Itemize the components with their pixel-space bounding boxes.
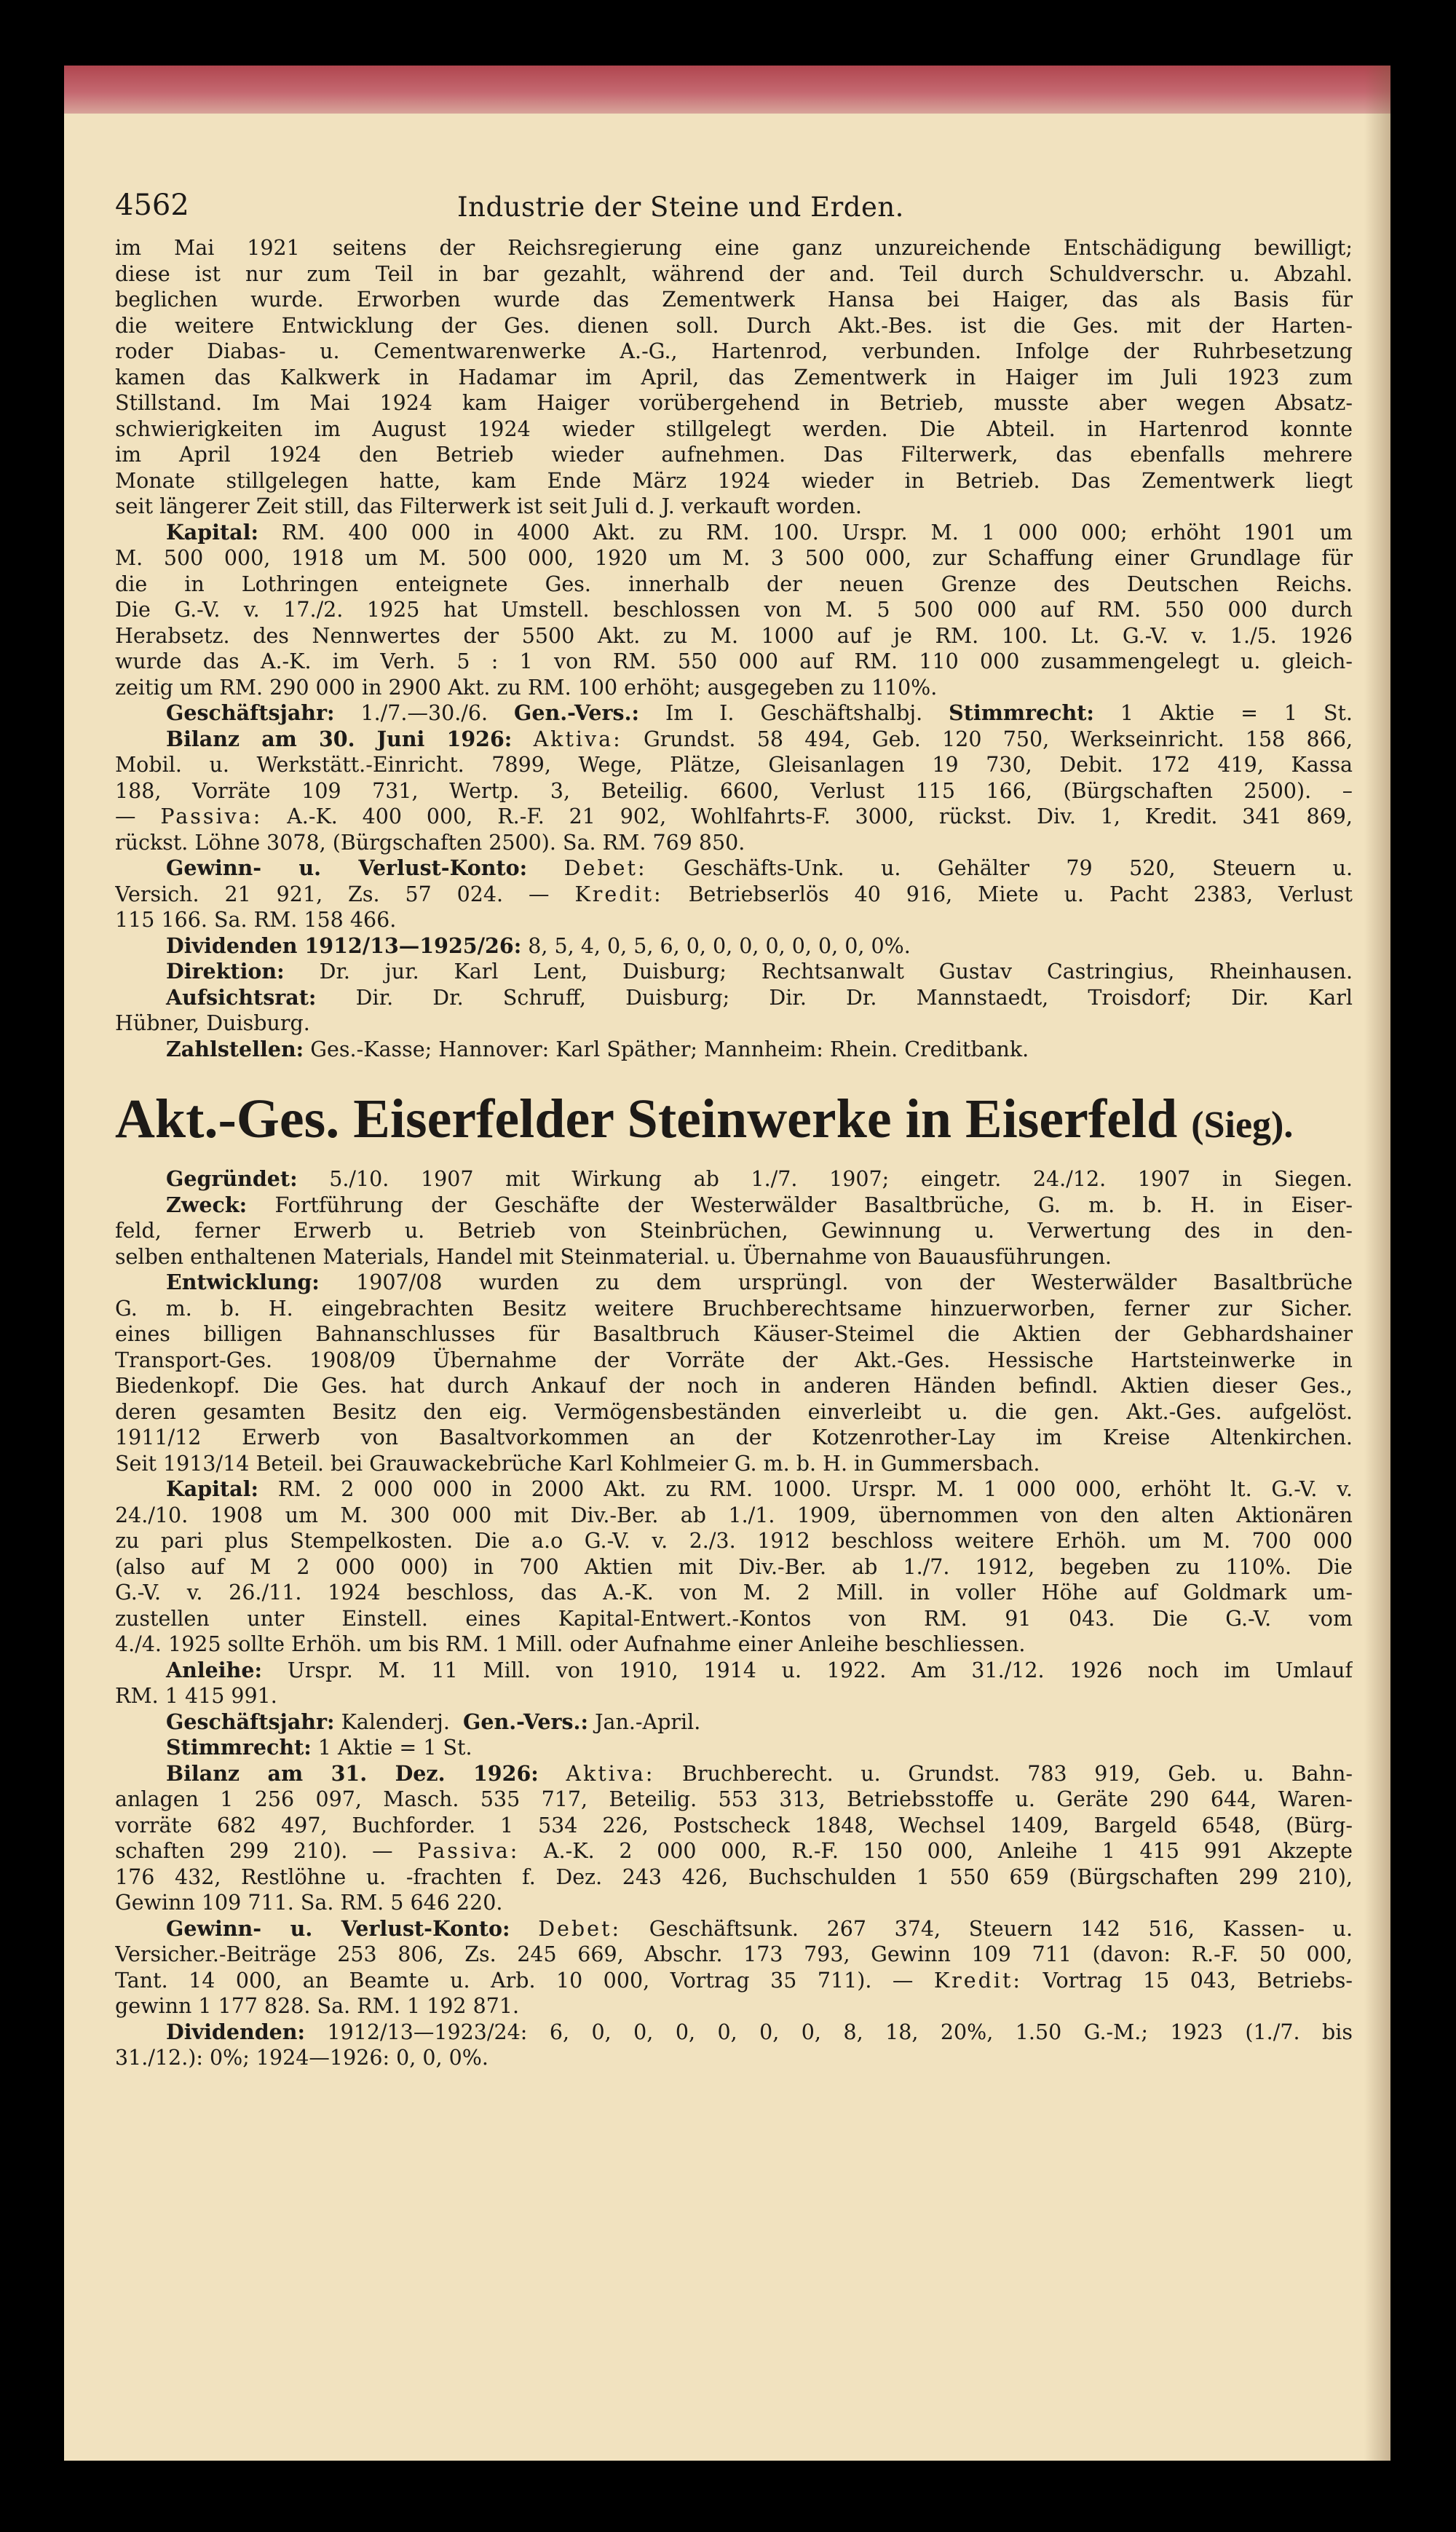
- text-line: kamen das Kalkwerk in Hadamar im April, das Zementwerk in Haiger im Juli 1923 zum: [115, 365, 1353, 389]
- text-segment: Geschäfts-Unk. u. Gehälter 79 520, Steuern u.: [684, 856, 1353, 880]
- text-segment: A.-K. 2 000 000, R.-F. 150 000, Anleihe 1 415 991 Akzepte: [544, 1839, 1353, 1863]
- bilanz-label: Bilanz am 31. Dez. 1926:: [166, 1760, 539, 1786]
- entwicklung-label: Entwicklung:: [166, 1270, 320, 1294]
- kredit-word: Kredit:: [933, 1968, 1023, 1993]
- debet-word: Debet:: [563, 856, 647, 880]
- text-segment: 1907/08 wurden zu dem ursprüngl. von der Westerwälder Basaltbrüche: [356, 1270, 1353, 1294]
- text-line: feld, ferner Erwerb u. Betrieb von Steinbrüchen, Gewinnung u. Verwertung des in den-: [115, 1219, 1353, 1243]
- text-segment: Dr. jur. Karl Lent, Duisburg; Rechtsanwalt Gustav Castringius, Rheinhausen.: [319, 960, 1353, 984]
- page-header: [115, 189, 1353, 229]
- text-line: vorräte 682 497, Buchforder. 1 534 226, Postscheck 1848, Wechsel 1409, Bargeld 6548, (Bürg-: [115, 1813, 1353, 1837]
- text-line: M. 500 000, 1918 um M. 500 000, 1920 um M. 3 500 000, zur Schaffung einer Grundlage für: [115, 546, 1353, 570]
- kredit-word: Kredit:: [574, 882, 663, 906]
- text-line: anlagen 1 256 097, Masch. 535 717, Beteilig. 553 313, Betriebsstoffe u. Geräte 290 644, Waren-: [115, 1787, 1353, 1811]
- passiva-word: Passiva:: [417, 1839, 520, 1863]
- text-line: Die G.-V. v. 17./2. 1925 hat Umstell. beschlossen von M. 5 500 000 auf RM. 550 000 durch: [115, 598, 1353, 622]
- text-line: eines billigen Bahnanschlusses für Basaltbruch Käuser-Steimel die Aktien der Gebhardshainer: [115, 1322, 1353, 1346]
- text-line: im April 1924 den Betrieb wieder aufnehmen. Das Filterwerk, das ebenfalls mehrere: [115, 443, 1353, 467]
- text-segment: Tant. 14 000, an Beamte u. Arb. 10 000, Vortrag 35 711). —: [115, 1968, 914, 1993]
- text-line: selben enthaltenen Materials, Handel mit Steinmaterial. u. Übernahme von Bauausführungen.: [115, 1244, 1112, 1269]
- debet-word: Debet:: [538, 1916, 622, 1941]
- section-continuation: [115, 235, 1353, 1062]
- text-line: G. m. b. H. eingebrachten Besitz weitere Bruchberechtsame hinzuerworben, ferner zur Sicher.: [115, 1296, 1353, 1321]
- text-segment: 8, 5, 4, 0, 5, 6, 0, 0, 0, 0, 0, 0, 0, 0%.: [528, 933, 911, 958]
- text-line: Stillstand. Im Mai 1924 kam Haiger vorübergehend in Betrieb, musste aber wegen Absatz-: [115, 391, 1353, 415]
- kapital-entry: [115, 520, 1353, 546]
- dividenden-label: Dividenden:: [166, 2019, 306, 2044]
- company-location: (Sieg).: [1191, 1104, 1294, 1146]
- section-eiserfelder: [115, 1166, 1353, 2071]
- bilanz-label: Bilanz am 30. Juni 1926:: [166, 726, 513, 751]
- direktion-entry: [115, 959, 1353, 985]
- text-segment: schaften 299 210). —: [115, 1839, 393, 1863]
- text-line: 24./10. 1908 um M. 300 000 mit Div.-Ber. ab 1./1. 1909, übernommen von den alten Aktionären: [115, 1503, 1353, 1527]
- company-title: [115, 1083, 1353, 1162]
- dividenden-entry: [115, 2019, 1353, 2046]
- text-line: schwierigkeiten im August 1924 wieder stillgelegt werden. Die Abteil. in Hartenrod konnte: [115, 416, 1353, 441]
- page-edge-shadow: [1364, 66, 1390, 2461]
- text-segment: Urspr. M. 11 Mill. von 1910, 1914 u. 1922. Am 31./12. 1926 noch im Umlauf: [287, 1658, 1353, 1682]
- text-line: 4./4. 1925 sollte Erhöh. um bis RM. 1 Mill. oder Aufnahme einer Anleihe beschliessen.: [115, 1632, 1026, 1656]
- text-line: Seit 1913/14 Beteil. bei Grauwackebrüche Karl Kohlmeier G. m. b. H. in Gummersbach.: [115, 1451, 1040, 1476]
- text-segment: A.-K. 400 000, R.-F. 21 902, Wohlfahrts-F. 3000, rückst. Div. 1, Kredit. 341 869,: [287, 804, 1353, 828]
- text-line: [115, 1968, 1353, 1994]
- text-line: Biedenkopf. Die Ges. hat durch Ankauf der noch in anderen Händen befindl. Aktien dieser Ges.,: [115, 1374, 1353, 1398]
- text-line: (also auf M 2 000 000) in 700 Aktien mit Div.-Ber. ab 1./7. 1912, begeben zu 110%. Die: [115, 1554, 1353, 1579]
- direktion-label: Direktion:: [166, 959, 285, 984]
- aktiva-word: Aktiva:: [533, 727, 622, 751]
- gewinn-label: Gewinn- u. Verlust-Konto:: [166, 855, 528, 880]
- text-segment: Fortführung der Geschäfte der Westerwälder Basaltbrüche, G. m. b. H. in Eiser-: [274, 1192, 1353, 1217]
- entwicklung-entry: [115, 1270, 1353, 1296]
- text-segment: RM. 2 000 000 in 2000 Akt. zu RM. 1000. Urspr. M. 1 000 000, erhöht lt. G.-V. v.: [277, 1477, 1353, 1501]
- text-segment: Ges.-Kasse; Hannover: Karl Späther; Mannheim: Rhein. Creditbank.: [310, 1037, 1029, 1061]
- bilanz-entry: [115, 727, 1353, 753]
- text-line: [115, 1838, 1353, 1864]
- gewinn-label: Gewinn- u. Verlust-Konto:: [166, 1915, 510, 1941]
- kapital-label: Kapital:: [166, 519, 258, 545]
- text-segment: 5./10. 1907 mit Wirkung ab 1./7. 1907; eingetr. 24./12. 1907 in Siegen.: [329, 1167, 1353, 1191]
- text-line: 31./12.): 0%; 1924—1926: 0, 0, 0%.: [115, 2046, 488, 2070]
- text-line: [115, 804, 1353, 830]
- text-segment: Jan.-April.: [595, 1709, 701, 1734]
- text-segment: 1 Aktie = 1 St.: [317, 1736, 472, 1760]
- text-line: die weitere Entwicklung der Ges. dienen soll. Durch Akt.-Bes. ist die Ges. mit der Harten-: [115, 313, 1353, 338]
- text-segment: —: [115, 804, 136, 828]
- text-line: G.-V. v. 26./11. 1924 beschloss, das A.-K. von M. 2 Mill. in voller Höhe auf Goldmark um-: [115, 1580, 1353, 1605]
- dividenden-label: Dividenden 1912/13—1925/26:: [166, 933, 522, 958]
- text-line: zeitig um RM. 290 000 in 2900 Akt. zu RM. 100 erhöht; ausgegeben zu 110%.: [115, 675, 938, 700]
- text-line: seit längerer Zeit still, das Filterwerk ist seit Juli d. J. verkauft worden.: [115, 494, 862, 518]
- geschaeftsjahr-label: Geschäftsjahr:: [166, 700, 335, 725]
- text-line: Herabsetz. des Nennwertes der 5500 Akt. zu M. 1000 auf je RM. 100. Lt. G.-V. v. 1./5. 1926: [115, 623, 1353, 648]
- aktiva-word: Aktiva:: [566, 1761, 655, 1786]
- aufsichtsrat-entry: [115, 985, 1353, 1011]
- text-segment: Dir. Dr. Schruff, Duisburg; Dir. Dr. Mannstaedt, Troisdorf; Dir. Karl: [355, 985, 1353, 1010]
- company-name: Akt.-Ges. Eiserfelder Steinwerke in Eiserfeld: [115, 1088, 1178, 1150]
- text-segment: Bruchberecht. u. Grundst. 783 919, Geb. u. Bahn-: [682, 1761, 1353, 1786]
- text-line: 115 166. Sa. RM. 158 466.: [115, 908, 397, 932]
- text-line: 188, Vorräte 109 731, Wertp. 3, Beteilig. 6600, Verlust 115 166, (Bürgschaften 2500). –: [115, 778, 1353, 803]
- book-page: [64, 66, 1390, 2461]
- dividenden-entry: [115, 933, 1353, 960]
- running-title: Industrie der Steine und Erden.: [457, 191, 904, 223]
- text-line: gewinn 1 177 828. Sa. RM. 1 192 871.: [115, 1994, 520, 2018]
- text-line: die in Lothringen enteignete Ges. innerhalb der neuen Grenze des Deutschen Reichs.: [115, 571, 1353, 596]
- red-top-band: [64, 66, 1390, 114]
- text-segment: Betriebserlös 40 916, Miete u. Pacht 2383, Verlust: [688, 882, 1353, 906]
- text-segment: Vortrag 15 043, Betriebs-: [1042, 1968, 1353, 1993]
- zahlstellen-label: Zahlstellen:: [166, 1036, 304, 1061]
- text-line: Versicher.-Beiträge 253 806, Zs. 245 669, Abschr. 173 793, Gewinn 109 711 (davon: R.-F. 50 000,: [115, 1942, 1353, 1966]
- text-line: rückst. Löhne 3078, (Bürgschaften 2500). Sa. RM. 769 850.: [115, 830, 745, 855]
- text-segment: 1 Aktie = 1 St.: [1120, 701, 1353, 725]
- stimmrecht-label: Stimmrecht:: [949, 700, 1094, 725]
- text-line: zustellen unter Einstell. eines Kapital-Entwert.-Kontos von RM. 91 043. Die G.-V. vom: [115, 1606, 1353, 1631]
- gewinn-entry: [115, 1916, 1353, 1942]
- text-segment: Im I. Geschäftshalbj.: [665, 701, 923, 725]
- text-line: beglichen wurde. Erworben wurde das Zementwerk Hansa bei Haiger, das als Basis für: [115, 288, 1353, 312]
- text-line: deren gesamten Besitz den eig. Vermögensbeständen einverleibt u. die gen. Akt.-Ges. aufgelöst.: [115, 1399, 1353, 1424]
- page-number: 4562: [115, 189, 189, 222]
- genvers-label: Gen.-Vers.:: [463, 1709, 589, 1734]
- text-line: Gewinn 109 711. Sa. RM. 5 646 220.: [115, 1891, 503, 1915]
- genvers-label: Gen.-Vers.:: [514, 700, 640, 725]
- kapital-label: Kapital:: [166, 1476, 258, 1501]
- page-content: [115, 189, 1353, 2071]
- text-line: im Mai 1921 seitens der Reichsregierung eine ganz unzureichende Entschädigung bewilligt;: [115, 236, 1353, 260]
- zahlstellen-entry: [115, 1037, 1353, 1063]
- text-line: Hübner, Duisburg.: [115, 1011, 310, 1035]
- kapital-entry: [115, 1476, 1353, 1503]
- bilanz-entry: [115, 1761, 1353, 1787]
- text-segment: Geschäftsunk. 267 374, Steuern 142 516, Kassen- u.: [649, 1916, 1353, 1941]
- text-line: wurde das A.-K. im Verh. 5 : 1 von RM. 550 000 auf RM. 110 000 zusammengelegt u. gleich-: [115, 649, 1353, 673]
- gegruendet-entry: [115, 1166, 1353, 1192]
- gegruendet-label: Gegründet:: [166, 1166, 298, 1191]
- text-line: zu pari plus Stempelkosten. Die a.o G.-V. v. 2./3. 1912 beschloss weitere Erhöh. um M. 700 000: [115, 1529, 1353, 1553]
- text-line: 1911/12 Erwerb von Basaltvorkommen an der Kotzenrother-Lay im Kreise Altenkirchen.: [115, 1425, 1353, 1449]
- text-segment: 1912/13—1923/24: 6, 0, 0, 0, 0, 0, 0, 8, 18, 20%, 1.50 G.-M.; 1923 (1./7. bis: [327, 2019, 1353, 2044]
- zweck-label: Zweck:: [166, 1192, 248, 1217]
- anleihe-label: Anleihe:: [166, 1657, 262, 1682]
- gewinn-entry: [115, 855, 1353, 882]
- text-segment: Versich. 21 921, Zs. 57 024. —: [115, 882, 550, 906]
- text-line: diese ist nur zum Teil in bar gezahlt, während der and. Teil durch Schuldverschr. u. Abzahl.: [115, 261, 1353, 286]
- geschaeftsjahr-entry: [115, 1709, 1353, 1736]
- text-line: Transport-Ges. 1908/09 Übernahme der Vorräte der Akt.-Ges. Hessische Hartsteinwerke in: [115, 1348, 1353, 1372]
- zweck-entry: [115, 1192, 1353, 1219]
- geschaeftsjahr-entry: [115, 700, 1353, 727]
- passiva-word: Passiva:: [160, 804, 263, 828]
- aufsichtsrat-label: Aufsichtsrat:: [166, 984, 317, 1010]
- text-line: [115, 882, 1353, 908]
- text-line: RM. 1 415 991.: [115, 1684, 277, 1708]
- stimmrecht-entry: [115, 1735, 1353, 1761]
- text-line: Mobil. u. Werkstätt.-Einricht. 7899, Wege, Plätze, Gleisanlagen 19 730, Debit. 172 419, Kassa: [115, 753, 1353, 777]
- text-segment: Kalenderj.: [341, 1709, 450, 1734]
- anleihe-entry: [115, 1658, 1353, 1684]
- text-segment: 1./7.—30./6.: [360, 701, 488, 725]
- text-line: roder Diabas- u. Cementwarenwerke A.-G., Hartenrod, verbunden. Infolge der Ruhrbesetzung: [115, 339, 1353, 363]
- text-line: 176 432, Restlöhne u. -frachten f. Dez. 243 426, Buchschulden 1 550 659 (Bürgschaften 299 210),: [115, 1864, 1353, 1889]
- text-segment: Grundst. 58 494, Geb. 120 750, Werkseinricht. 158 866,: [643, 727, 1353, 751]
- stimmrecht-label: Stimmrecht:: [166, 1735, 312, 1760]
- text-line: Monate stillgelegen hatte, kam Ende März 1924 wieder in Betrieb. Das Zementwerk liegt: [115, 468, 1353, 493]
- text-segment: RM. 400 000 in 4000 Akt. zu RM. 100. Urspr. M. 1 000 000; erhöht 1901 um: [281, 520, 1353, 545]
- geschaeftsjahr-label: Geschäftsjahr:: [166, 1709, 335, 1734]
